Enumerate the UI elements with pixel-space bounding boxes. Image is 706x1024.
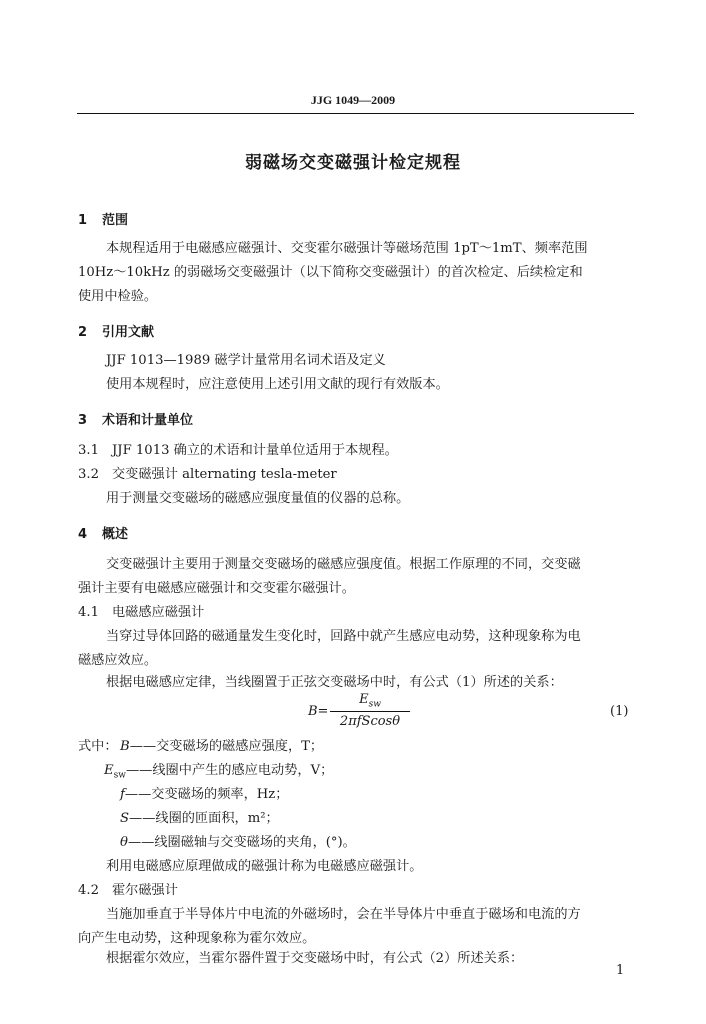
formula-lhs: B= xyxy=(308,704,329,719)
page-title: 弱磁场交变磁强计检定规程 xyxy=(245,153,461,173)
section-1-heading: 1 范围 xyxy=(78,213,129,228)
section-4-2-heading: 4.2 霍尔磁强计 xyxy=(78,883,178,898)
section-4-1-line-1: 当穿过导体回路的磁通量发生变化时，回路中就产生感应电动势，这种现象称为电 xyxy=(106,629,581,644)
definition-B: B——交变磁场的磁感应强度，T； xyxy=(120,739,324,754)
section-4-1-closing: 利用电磁感应原理做成的磁强计称为电磁感应磁强计。 xyxy=(106,859,423,874)
section-4-2-line-3: 根据霍尔效应，当霍尔器件置于交变磁场中时，有公式（2）所述关系： xyxy=(106,951,524,966)
definition-S: S——线圈的匝面积，m²； xyxy=(120,811,279,826)
section-4-2-line-2: 向产生电动势，这种现象称为霍尔效应。 xyxy=(78,931,316,946)
section-3-2-definition: 用于测量交变磁场的磁感应强度量值的仪器的总称。 xyxy=(106,491,410,506)
equation-number: (1) xyxy=(610,704,629,719)
section-4-intro-2: 强计主要有电磁感应磁强计和交变霍尔磁强计。 xyxy=(78,581,355,596)
section-1-line-2: 10Hz～10kHz 的弱磁场交变磁强计（以下简称交变磁强计）的首次检定、后续检定和 xyxy=(78,265,583,280)
formula-numerator: $E_{sw}$ xyxy=(359,692,381,710)
section-4-intro-1: 交变磁强计主要用于测量交变磁场的磁感应强度值。根据工作原理的不同，交变磁 xyxy=(106,557,581,572)
definition-theta: θ——线圈磁轴与交变磁场的夹角，(°)。 xyxy=(120,835,356,850)
page-number: 1 xyxy=(616,963,625,978)
section-3-heading: 3 术语和计量单位 xyxy=(78,413,194,428)
definition-f: f——交变磁场的频率，Hz； xyxy=(120,787,289,802)
fraction-bar xyxy=(330,711,410,712)
standard-code: JJG 1049—2009 xyxy=(310,93,396,107)
section-3-2: 3.2 交变磁强计 alternating tesla-meter xyxy=(78,467,337,482)
formula-denominator: 2πfScosθ xyxy=(339,714,401,729)
section-4-heading: 4 概述 xyxy=(78,527,129,542)
definition-Esw: $E_{sw}——$线圈中产生的感应电动势，V； xyxy=(104,763,334,781)
section-2-line-1: JJF 1013—1989 磁学计量常用名词术语及定义 xyxy=(106,353,386,368)
section-4-1-line-2: 磁感应效应。 xyxy=(78,653,158,668)
section-4-2-line-1: 当施加垂直于半导体片中电流的外磁场时，会在半导体片中垂直于磁场和电流的方 xyxy=(106,907,581,922)
section-2-line-2: 使用本规程时，应注意使用上述引用文献的现行有效版本。 xyxy=(106,377,449,392)
section-1-line-3: 使用中检验。 xyxy=(78,289,158,304)
section-4-1-heading: 4.1 电磁感应磁强计 xyxy=(78,605,205,620)
section-3-1: 3.1 JJF 1013 确立的术语和计量单位适用于本规程。 xyxy=(78,443,398,458)
formula-intro: 根据电磁感应定律，当线圈置于正弦交变磁场中时，有公式（1）所述的关系： xyxy=(106,675,563,690)
where-label: 式中： xyxy=(78,739,118,754)
section-2-heading: 2 引用文献 xyxy=(78,325,155,340)
header-rule xyxy=(77,113,634,114)
section-1-line-1: 本规程适用于电磁感应磁强计、交变霍尔磁强计等磁场范围 1pT～1mT、频率范围 xyxy=(106,241,588,256)
